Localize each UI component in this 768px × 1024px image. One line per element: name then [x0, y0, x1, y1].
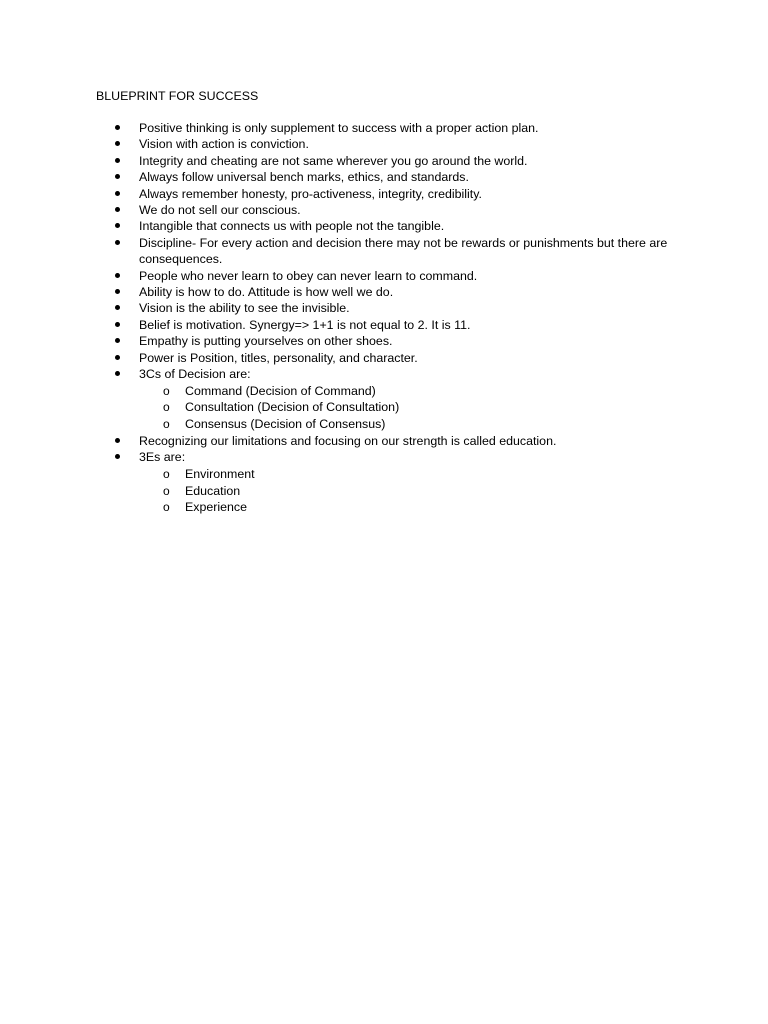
bullet-icon	[115, 273, 120, 278]
sub-list-item	[139, 483, 686, 500]
bullet-icon	[115, 191, 120, 196]
list-item	[96, 433, 686, 449]
sub-list-item-text: Consensus (Decision of Consensus)	[185, 417, 386, 432]
list-item	[96, 333, 686, 349]
bullet-icon	[115, 371, 120, 376]
document-title: BLUEPRINT FOR SUCCESS	[96, 89, 259, 103]
circle-bullet-icon: o	[163, 383, 170, 398]
list-item	[96, 366, 686, 433]
list-item-text: Intangible that connects us with people not the tangible.	[139, 219, 445, 234]
circle-bullet-icon: o	[163, 400, 170, 415]
list-item-text: Always follow universal bench marks, ethics, and standards.	[139, 170, 469, 185]
list-item-text: 3Es are:	[139, 450, 186, 465]
list-item-text: Power is Position, titles, personality, and character.	[139, 350, 418, 365]
bullet-icon	[115, 438, 120, 443]
bullet-icon	[115, 355, 120, 360]
list-item	[96, 202, 686, 218]
list-item-text: Always remember honesty, pro-activeness, integrity, credibility.	[139, 186, 482, 201]
list-item	[96, 235, 686, 268]
list-item	[96, 186, 686, 202]
list-item	[96, 300, 686, 316]
list-item	[96, 153, 686, 169]
bullet-icon	[115, 454, 120, 459]
circle-bullet-icon: o	[163, 466, 170, 481]
sub-list-item	[139, 383, 686, 400]
bullet-icon	[115, 305, 120, 310]
sub-list-item	[139, 499, 686, 516]
list-item	[96, 120, 686, 136]
list-item	[96, 169, 686, 185]
bullet-icon	[115, 240, 120, 245]
bullet-icon	[115, 322, 120, 327]
list-item-text: 3Cs of Decision are:	[139, 367, 251, 382]
sub-list-item-text: Environment	[185, 466, 255, 481]
bullet-icon	[115, 338, 120, 343]
list-item	[96, 449, 686, 516]
sub-list-item-text: Experience	[185, 500, 247, 515]
list-item-text: We do not sell our conscious.	[139, 203, 301, 218]
list-item-text: Integrity and cheating are not same wherever you go around the world.	[139, 153, 528, 168]
list-item	[96, 218, 686, 234]
bullet-icon	[115, 174, 120, 179]
circle-bullet-icon: o	[163, 483, 170, 498]
list-item-text: Vision with action is conviction.	[139, 137, 309, 152]
circle-bullet-icon: o	[163, 500, 170, 515]
bullet-list	[96, 120, 686, 516]
list-item-text: Ability is how to do. Attitude is how well we do.	[139, 285, 394, 300]
bullet-icon	[115, 207, 120, 212]
list-item	[96, 317, 686, 333]
list-item-text: People who never learn to obey can never learn to command.	[139, 268, 478, 283]
sub-list-item-text: Command (Decision of Command)	[185, 383, 376, 398]
bullet-icon	[115, 125, 120, 130]
list-item-text: Positive thinking is only supplement to success with a proper action plan.	[139, 121, 539, 135]
sub-list-item	[139, 416, 686, 433]
sub-list-item	[139, 399, 686, 416]
list-item	[96, 136, 686, 152]
sub-list	[139, 466, 686, 516]
list-item	[96, 350, 686, 366]
bullet-icon	[115, 223, 120, 228]
list-item-text: Vision is the ability to see the invisible.	[139, 301, 350, 316]
list-item	[96, 268, 686, 284]
bullet-icon	[115, 141, 120, 146]
list-item-text: Empathy is putting yourselves on other shoes.	[139, 334, 393, 349]
bullet-icon	[115, 289, 120, 294]
list-item-text: Recognizing our limitations and focusing on our strength is called education.	[139, 433, 557, 448]
sub-list	[139, 383, 686, 433]
list-item-text: Belief is motivation. Synergy=> 1+1 is not equal to 2. It is 11.	[139, 317, 471, 332]
sub-list-item	[139, 466, 686, 483]
circle-bullet-icon: o	[163, 417, 170, 432]
list-item	[96, 284, 686, 300]
list-item-text: Discipline- For every action and decision there may not be rewards or punishments but there are consequences.	[139, 235, 668, 267]
bullet-icon	[115, 158, 120, 163]
sub-list-item-text: Consultation (Decision of Consultation)	[185, 400, 400, 415]
sub-list-item-text: Education	[185, 483, 241, 498]
